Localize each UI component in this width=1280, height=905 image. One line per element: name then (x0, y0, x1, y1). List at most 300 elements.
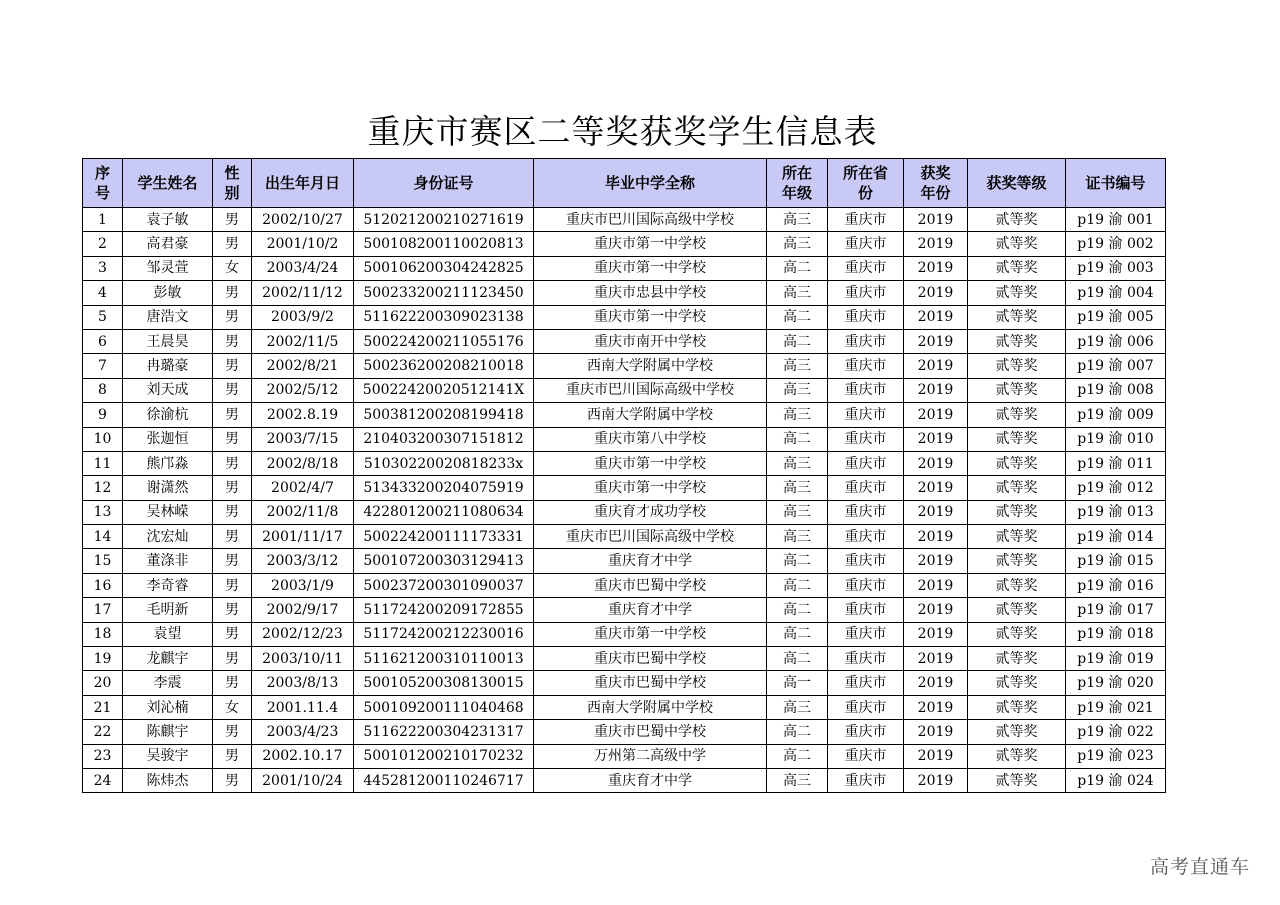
cell-award-level: 贰等奖 (968, 232, 1066, 256)
cell-award-year: 2019 (904, 305, 968, 329)
cell-school: 重庆市巴蜀中学校 (534, 720, 767, 744)
cell-certificate: p19 渝 008 (1066, 378, 1166, 402)
cell-index: 20 (83, 671, 123, 695)
cell-id-number: 500224200111173331 (354, 525, 534, 549)
cell-gender: 男 (213, 549, 252, 573)
column-header-birthdate: 出生年月日 (252, 159, 354, 208)
cell-birthdate: 2002.10.17 (252, 744, 354, 768)
table-row (83, 305, 1166, 329)
cell-grade: 高二 (767, 647, 828, 671)
cell-grade: 高三 (767, 281, 828, 305)
cell-grade: 高三 (767, 232, 828, 256)
cell-id-number: 210403200307151812 (354, 427, 534, 451)
cell-school: 重庆市第一中学校 (534, 476, 767, 500)
cell-name: 刘沁楠 (123, 695, 213, 719)
cell-name: 彭敏 (123, 281, 213, 305)
cell-certificate: p19 渝 015 (1066, 549, 1166, 573)
cell-school: 西南大学附属中学校 (534, 695, 767, 719)
cell-certificate: p19 渝 005 (1066, 305, 1166, 329)
cell-index: 18 (83, 622, 123, 646)
cell-name: 吴骏宇 (123, 744, 213, 768)
table-row (83, 232, 1166, 256)
cell-index: 17 (83, 598, 123, 622)
column-header-gender: 性别 (213, 159, 252, 208)
cell-province: 重庆市 (828, 208, 904, 232)
cell-certificate: p19 渝 019 (1066, 647, 1166, 671)
cell-birthdate: 2002/8/18 (252, 451, 354, 475)
cell-certificate: p19 渝 023 (1066, 744, 1166, 768)
cell-gender: 男 (213, 354, 252, 378)
table-row (83, 744, 1166, 768)
cell-index: 19 (83, 647, 123, 671)
cell-province: 重庆市 (828, 695, 904, 719)
cell-index: 14 (83, 525, 123, 549)
cell-award-year: 2019 (904, 525, 968, 549)
cell-birthdate: 2002/9/17 (252, 598, 354, 622)
cell-id-number: 50022420020512141X (354, 378, 534, 402)
cell-name: 谢潇然 (123, 476, 213, 500)
cell-gender: 男 (213, 622, 252, 646)
cell-school: 重庆市第一中学校 (534, 622, 767, 646)
cell-birthdate: 2003/3/12 (252, 549, 354, 573)
cell-award-year: 2019 (904, 232, 968, 256)
cell-award-level: 贰等奖 (968, 500, 1066, 524)
table-row (83, 647, 1166, 671)
cell-certificate: p19 渝 010 (1066, 427, 1166, 451)
cell-id-number: 500237200301090037 (354, 573, 534, 597)
cell-certificate: p19 渝 014 (1066, 525, 1166, 549)
cell-award-level: 贰等奖 (968, 256, 1066, 280)
cell-grade: 高三 (767, 403, 828, 427)
cell-school: 重庆育才中学 (534, 598, 767, 622)
cell-id-number: 500101200210170232 (354, 744, 534, 768)
cell-award-level: 贰等奖 (968, 525, 1066, 549)
table-row (83, 208, 1166, 232)
column-header-name: 学生姓名 (123, 159, 213, 208)
cell-id-number: 511622200304231317 (354, 720, 534, 744)
cell-name: 熊邝淼 (123, 451, 213, 475)
table-row (83, 476, 1166, 500)
table-row (83, 768, 1166, 792)
cell-grade: 高二 (767, 329, 828, 353)
cell-award-level: 贰等奖 (968, 208, 1066, 232)
cell-grade: 高二 (767, 598, 828, 622)
cell-award-level: 贰等奖 (968, 744, 1066, 768)
cell-grade: 高二 (767, 622, 828, 646)
cell-name: 陈炜杰 (123, 768, 213, 792)
cell-index: 10 (83, 427, 123, 451)
cell-gender: 男 (213, 744, 252, 768)
cell-certificate: p19 渝 007 (1066, 354, 1166, 378)
cell-award-level: 贰等奖 (968, 720, 1066, 744)
cell-school: 重庆市南开中学校 (534, 329, 767, 353)
cell-index: 16 (83, 573, 123, 597)
cell-award-level: 贰等奖 (968, 305, 1066, 329)
cell-province: 重庆市 (828, 329, 904, 353)
cell-certificate: p19 渝 017 (1066, 598, 1166, 622)
table-header-row (83, 159, 1166, 208)
cell-gender: 男 (213, 671, 252, 695)
cell-id-number: 500224200211055176 (354, 329, 534, 353)
cell-id-number: 51030220020818233x (354, 451, 534, 475)
table-row (83, 671, 1166, 695)
cell-gender: 男 (213, 329, 252, 353)
cell-name: 冉璐豪 (123, 354, 213, 378)
cell-name: 吴林嵘 (123, 500, 213, 524)
table-row (83, 549, 1166, 573)
cell-id-number: 500236200208210018 (354, 354, 534, 378)
cell-province: 重庆市 (828, 622, 904, 646)
cell-birthdate: 2002/11/12 (252, 281, 354, 305)
cell-birthdate: 2003/1/9 (252, 573, 354, 597)
cell-province: 重庆市 (828, 500, 904, 524)
cell-birthdate: 2001/11/17 (252, 525, 354, 549)
cell-index: 15 (83, 549, 123, 573)
cell-name: 龙麒宇 (123, 647, 213, 671)
cell-award-year: 2019 (904, 329, 968, 353)
cell-province: 重庆市 (828, 525, 904, 549)
cell-index: 4 (83, 281, 123, 305)
cell-birthdate: 2002/8/21 (252, 354, 354, 378)
cell-school: 重庆市巴川国际高级中学校 (534, 208, 767, 232)
cell-award-year: 2019 (904, 549, 968, 573)
cell-award-year: 2019 (904, 451, 968, 475)
cell-school: 重庆市第一中学校 (534, 232, 767, 256)
cell-id-number: 511622200309023138 (354, 305, 534, 329)
cell-award-year: 2019 (904, 208, 968, 232)
cell-id-number: 511621200310110013 (354, 647, 534, 671)
cell-id-number: 500108200110020813 (354, 232, 534, 256)
cell-award-level: 贰等奖 (968, 378, 1066, 402)
cell-id-number: 500233200211123450 (354, 281, 534, 305)
cell-province: 重庆市 (828, 427, 904, 451)
cell-index: 6 (83, 329, 123, 353)
cell-gender: 男 (213, 208, 252, 232)
cell-index: 11 (83, 451, 123, 475)
cell-birthdate: 2001/10/24 (252, 768, 354, 792)
table-row (83, 378, 1166, 402)
table-row (83, 695, 1166, 719)
cell-certificate: p19 渝 012 (1066, 476, 1166, 500)
cell-grade: 高二 (767, 305, 828, 329)
cell-certificate: p19 渝 004 (1066, 281, 1166, 305)
cell-gender: 男 (213, 232, 252, 256)
watermark: 高考直通车 (1149, 856, 1250, 878)
cell-certificate: p19 渝 018 (1066, 622, 1166, 646)
cell-school: 重庆市巴川国际高级中学校 (534, 525, 767, 549)
table-body (83, 208, 1166, 793)
cell-grade: 高二 (767, 549, 828, 573)
cell-certificate: p19 渝 024 (1066, 768, 1166, 792)
cell-index: 9 (83, 403, 123, 427)
cell-grade: 高三 (767, 378, 828, 402)
cell-grade: 高三 (767, 695, 828, 719)
cell-grade: 高二 (767, 573, 828, 597)
table-row (83, 329, 1166, 353)
cell-grade: 高三 (767, 208, 828, 232)
cell-gender: 男 (213, 525, 252, 549)
cell-grade: 高二 (767, 720, 828, 744)
cell-province: 重庆市 (828, 281, 904, 305)
table-row (83, 403, 1166, 427)
cell-province: 重庆市 (828, 305, 904, 329)
cell-award-level: 贰等奖 (968, 451, 1066, 475)
cell-index: 21 (83, 695, 123, 719)
cell-school: 重庆育才中学 (534, 549, 767, 573)
cell-award-year: 2019 (904, 403, 968, 427)
cell-gender: 男 (213, 305, 252, 329)
cell-province: 重庆市 (828, 256, 904, 280)
cell-name: 王晨昊 (123, 329, 213, 353)
cell-id-number: 511724200212230016 (354, 622, 534, 646)
cell-province: 重庆市 (828, 573, 904, 597)
cell-birthdate: 2002/10/27 (252, 208, 354, 232)
cell-school: 重庆市巴蜀中学校 (534, 647, 767, 671)
cell-index: 12 (83, 476, 123, 500)
cell-index: 22 (83, 720, 123, 744)
cell-school: 西南大学附属中学校 (534, 354, 767, 378)
cell-award-level: 贰等奖 (968, 354, 1066, 378)
cell-index: 24 (83, 768, 123, 792)
cell-province: 重庆市 (828, 549, 904, 573)
cell-grade: 高二 (767, 744, 828, 768)
cell-id-number: 500105200308130015 (354, 671, 534, 695)
cell-birthdate: 2003/7/15 (252, 427, 354, 451)
cell-school: 重庆市第八中学校 (534, 427, 767, 451)
cell-award-year: 2019 (904, 647, 968, 671)
column-header-index: 序号 (83, 159, 123, 208)
cell-certificate: p19 渝 009 (1066, 403, 1166, 427)
cell-grade: 高一 (767, 671, 828, 695)
cell-award-level: 贰等奖 (968, 427, 1066, 451)
cell-school: 重庆市第一中学校 (534, 451, 767, 475)
cell-award-year: 2019 (904, 354, 968, 378)
cell-name: 董涤非 (123, 549, 213, 573)
cell-certificate: p19 渝 011 (1066, 451, 1166, 475)
cell-name: 袁子敏 (123, 208, 213, 232)
cell-certificate: p19 渝 020 (1066, 671, 1166, 695)
cell-award-level: 贰等奖 (968, 573, 1066, 597)
cell-award-year: 2019 (904, 768, 968, 792)
cell-certificate: p19 渝 003 (1066, 256, 1166, 280)
table-row (83, 451, 1166, 475)
cell-birthdate: 2003/8/13 (252, 671, 354, 695)
table-row (83, 281, 1166, 305)
cell-id-number: 512021200210271619 (354, 208, 534, 232)
cell-certificate: p19 渝 001 (1066, 208, 1166, 232)
cell-school: 重庆市巴蜀中学校 (534, 573, 767, 597)
cell-school: 重庆市忠县中学校 (534, 281, 767, 305)
cell-gender: 男 (213, 647, 252, 671)
table-row (83, 256, 1166, 280)
cell-province: 重庆市 (828, 451, 904, 475)
cell-award-level: 贰等奖 (968, 647, 1066, 671)
cell-grade: 高三 (767, 476, 828, 500)
table-row (83, 500, 1166, 524)
cell-province: 重庆市 (828, 647, 904, 671)
cell-award-year: 2019 (904, 598, 968, 622)
cell-id-number: 513433200204075919 (354, 476, 534, 500)
cell-name: 张迦恒 (123, 427, 213, 451)
cell-birthdate: 2003/10/11 (252, 647, 354, 671)
table-row (83, 525, 1166, 549)
cell-province: 重庆市 (828, 354, 904, 378)
cell-province: 重庆市 (828, 671, 904, 695)
cell-name: 毛明新 (123, 598, 213, 622)
cell-id-number: 500106200304242825 (354, 256, 534, 280)
cell-award-level: 贰等奖 (968, 329, 1066, 353)
cell-grade: 高三 (767, 451, 828, 475)
cell-certificate: p19 渝 022 (1066, 720, 1166, 744)
cell-province: 重庆市 (828, 476, 904, 500)
cell-award-level: 贰等奖 (968, 549, 1066, 573)
page-title: 重庆市赛区二等奖获奖学生信息表 (367, 112, 878, 151)
cell-index: 23 (83, 744, 123, 768)
column-header-grade: 所在年级 (767, 159, 828, 208)
cell-index: 8 (83, 378, 123, 402)
column-header-certificate: 证书编号 (1066, 159, 1166, 208)
cell-province: 重庆市 (828, 403, 904, 427)
cell-grade: 高三 (767, 525, 828, 549)
cell-name: 高君豪 (123, 232, 213, 256)
cell-gender: 女 (213, 695, 252, 719)
table-row (83, 598, 1166, 622)
cell-award-level: 贰等奖 (968, 622, 1066, 646)
cell-certificate: p19 渝 016 (1066, 573, 1166, 597)
cell-gender: 男 (213, 573, 252, 597)
table-row (83, 622, 1166, 646)
cell-certificate: p19 渝 002 (1066, 232, 1166, 256)
cell-gender: 男 (213, 476, 252, 500)
cell-birthdate: 2002/12/23 (252, 622, 354, 646)
cell-school: 重庆市巴蜀中学校 (534, 671, 767, 695)
cell-name: 刘天成 (123, 378, 213, 402)
cell-school: 重庆市第一中学校 (534, 305, 767, 329)
cell-award-year: 2019 (904, 671, 968, 695)
cell-certificate: p19 渝 006 (1066, 329, 1166, 353)
cell-birthdate: 2002/11/5 (252, 329, 354, 353)
table-row (83, 720, 1166, 744)
cell-birthdate: 2001/10/2 (252, 232, 354, 256)
cell-certificate: p19 渝 021 (1066, 695, 1166, 719)
cell-index: 13 (83, 500, 123, 524)
cell-name: 沈宏灿 (123, 525, 213, 549)
cell-school: 重庆育才成功学校 (534, 500, 767, 524)
cell-grade: 高三 (767, 768, 828, 792)
column-header-province: 所在省份 (828, 159, 904, 208)
cell-gender: 男 (213, 451, 252, 475)
cell-award-year: 2019 (904, 720, 968, 744)
cell-name: 邹灵萱 (123, 256, 213, 280)
cell-award-year: 2019 (904, 281, 968, 305)
cell-province: 重庆市 (828, 744, 904, 768)
cell-gender: 男 (213, 281, 252, 305)
cell-id-number: 445281200110246717 (354, 768, 534, 792)
cell-birthdate: 2003/9/2 (252, 305, 354, 329)
cell-grade: 高三 (767, 354, 828, 378)
cell-birthdate: 2002/4/7 (252, 476, 354, 500)
cell-province: 重庆市 (828, 232, 904, 256)
cell-id-number: 500381200208199418 (354, 403, 534, 427)
cell-award-year: 2019 (904, 476, 968, 500)
cell-grade: 高三 (767, 500, 828, 524)
cell-index: 7 (83, 354, 123, 378)
cell-index: 3 (83, 256, 123, 280)
cell-birthdate: 2002.8.19 (252, 403, 354, 427)
cell-province: 重庆市 (828, 768, 904, 792)
cell-award-level: 贰等奖 (968, 476, 1066, 500)
cell-name: 袁望 (123, 622, 213, 646)
cell-gender: 男 (213, 403, 252, 427)
cell-name: 李震 (123, 671, 213, 695)
cell-id-number: 500107200303129413 (354, 549, 534, 573)
table-row (83, 427, 1166, 451)
cell-id-number: 422801200211080634 (354, 500, 534, 524)
cell-school: 万州第二高级中学 (534, 744, 767, 768)
cell-index: 1 (83, 208, 123, 232)
cell-certificate: p19 渝 013 (1066, 500, 1166, 524)
cell-gender: 男 (213, 427, 252, 451)
cell-award-level: 贰等奖 (968, 768, 1066, 792)
cell-birthdate: 2003/4/23 (252, 720, 354, 744)
cell-award-year: 2019 (904, 695, 968, 719)
cell-award-year: 2019 (904, 500, 968, 524)
cell-gender: 男 (213, 500, 252, 524)
cell-award-year: 2019 (904, 378, 968, 402)
cell-award-year: 2019 (904, 427, 968, 451)
cell-gender: 男 (213, 378, 252, 402)
award-table (82, 158, 1166, 793)
cell-gender: 男 (213, 598, 252, 622)
cell-award-level: 贰等奖 (968, 671, 1066, 695)
column-header-award-level: 获奖等级 (968, 159, 1066, 208)
cell-province: 重庆市 (828, 598, 904, 622)
cell-award-level: 贰等奖 (968, 598, 1066, 622)
cell-school: 重庆市巴川国际高级中学校 (534, 378, 767, 402)
cell-award-year: 2019 (904, 744, 968, 768)
cell-award-level: 贰等奖 (968, 695, 1066, 719)
cell-grade: 高二 (767, 427, 828, 451)
cell-birthdate: 2002/5/12 (252, 378, 354, 402)
table-row (83, 573, 1166, 597)
cell-name: 陈麒宇 (123, 720, 213, 744)
cell-award-level: 贰等奖 (968, 281, 1066, 305)
cell-grade: 高二 (767, 256, 828, 280)
cell-index: 5 (83, 305, 123, 329)
cell-birthdate: 2001.11.4 (252, 695, 354, 719)
column-header-award-year: 获奖年份 (904, 159, 968, 208)
cell-school: 重庆育才中学 (534, 768, 767, 792)
cell-birthdate: 2002/11/8 (252, 500, 354, 524)
cell-school: 重庆市第一中学校 (534, 256, 767, 280)
cell-award-year: 2019 (904, 573, 968, 597)
cell-name: 唐浩文 (123, 305, 213, 329)
table-row (83, 354, 1166, 378)
column-header-id-number: 身份证号 (354, 159, 534, 208)
cell-award-year: 2019 (904, 256, 968, 280)
cell-id-number: 500109200111040468 (354, 695, 534, 719)
column-header-school: 毕业中学全称 (534, 159, 767, 208)
cell-gender: 男 (213, 768, 252, 792)
cell-province: 重庆市 (828, 720, 904, 744)
cell-birthdate: 2003/4/24 (252, 256, 354, 280)
cell-id-number: 511724200209172855 (354, 598, 534, 622)
cell-index: 2 (83, 232, 123, 256)
cell-award-level: 贰等奖 (968, 403, 1066, 427)
cell-gender: 男 (213, 720, 252, 744)
cell-name: 徐渝杭 (123, 403, 213, 427)
cell-province: 重庆市 (828, 378, 904, 402)
